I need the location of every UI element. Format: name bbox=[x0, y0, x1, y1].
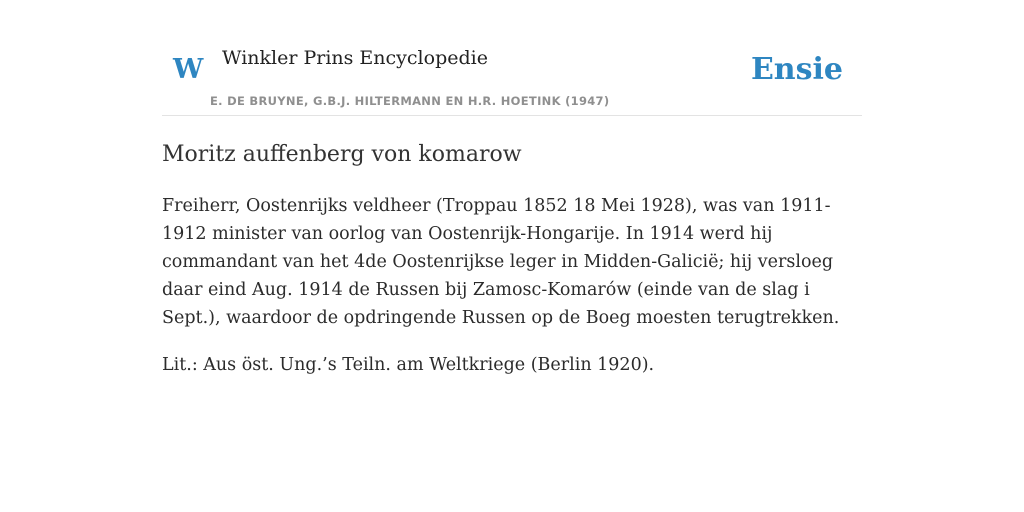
article-literature: Lit.: Aus öst. Ung.’s Teiln. am Weltkriege (Berlin 1920). bbox=[162, 355, 655, 375]
book-title[interactable]: Winkler Prins Encyclopedie bbox=[222, 47, 488, 69]
article bbox=[162, 138, 862, 379]
article-paragraph: Freiherr, Oostenrijks veldheer (Troppau 1852 18 Mei 1928), was van 1911-1912 minister van oorlog van Oostenrijk-Hongarije. In 1914 werd hij commandant van het 4de Oostenrijkse leger in Midden-Galicië; hij versloeg daar eind Aug. 1914 de Russen bij Zamosc-Komarów (einde van de slag i Sept.), waardoor de opdringende Russen op de Boeg moesten terugtrekken. bbox=[162, 196, 840, 328]
ensie-logo[interactable]: Ensie bbox=[750, 52, 843, 87]
book-authors: E. DE BRUYNE, G.B.J. HILTERMANN EN H.R. HOETINK (1947) bbox=[210, 94, 610, 108]
article-title: Moritz auffenberg von komarow bbox=[162, 142, 522, 167]
winkler-prins-logo[interactable]: W bbox=[173, 54, 204, 85]
header bbox=[162, 0, 862, 116]
